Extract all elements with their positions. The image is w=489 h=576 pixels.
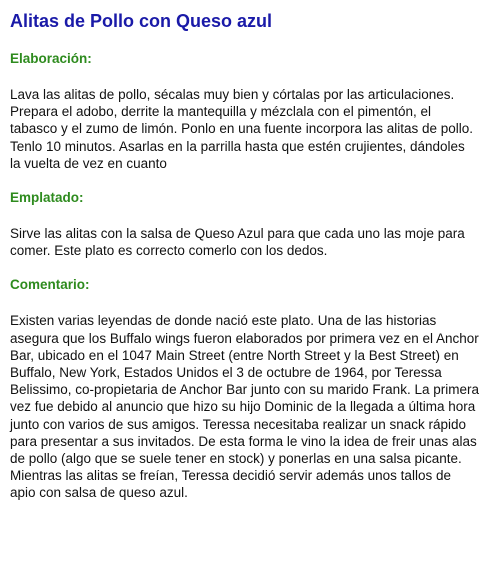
section-emplatado [10, 189, 479, 259]
section-body-comentario: Existen varias leyendas de donde nació este plato. Una de las historias asegura que los Buffalo wings fueron elaborados por primera vez en el Anchor Bar, ubicado en el 1047 Main Street (entre North Street y la Best Street) en Buffalo, New York, Estados Unidos el 3 de octubre de 1964, por Teressa Belissimo, co-propietaria de Anchor Bar junto con su marido Frank. La primera vez fue debido al anuncio que hizo su hijo Dominic de la llegada a última hora junto con varios de sus amigos. Teressa necesitaba realizar un snack rápido para presentar a sus invitados. De esta forma le vino la idea de freir unas alas de pollo (algo que se suele tener en stock) y ponerlas en una salsa picante. Mientras las alitas se freían, Teressa decidió servir además unos tallos de apio con salsa de queso azul. [10, 313, 479, 501]
section-heading-elaboracion: Elaboración: [10, 51, 92, 66]
section-body-elaboracion: Lava las alitas de pollo, sécalas muy bien y córtalas por las articulaciones. Prepara el adobo, derrite la mantequilla y mézclala con el pimentón, el tabasco y el zumo de limón. Ponlo en una fuente incorpora las alitas de pollo. Tenlo 10 minutos. Asarlas en la parrilla hasta que estén crujientes, dándoles la vuelta de vez en cuanto [10, 87, 474, 171]
section-heading-emplatado: Emplatado: [10, 190, 84, 206]
section-elaboracion [10, 50, 479, 172]
recipe-title: Alitas de Pollo con Queso azul [10, 11, 273, 31]
section-heading-comentario: Comentario: [10, 277, 90, 293]
section-body-emplatado: Sirve las alitas con la salsa de Queso Azul para que cada uno las moje para comer. Este plato es correcto comerlo con los dedos. [10, 226, 465, 259]
section-comentario [10, 276, 479, 501]
